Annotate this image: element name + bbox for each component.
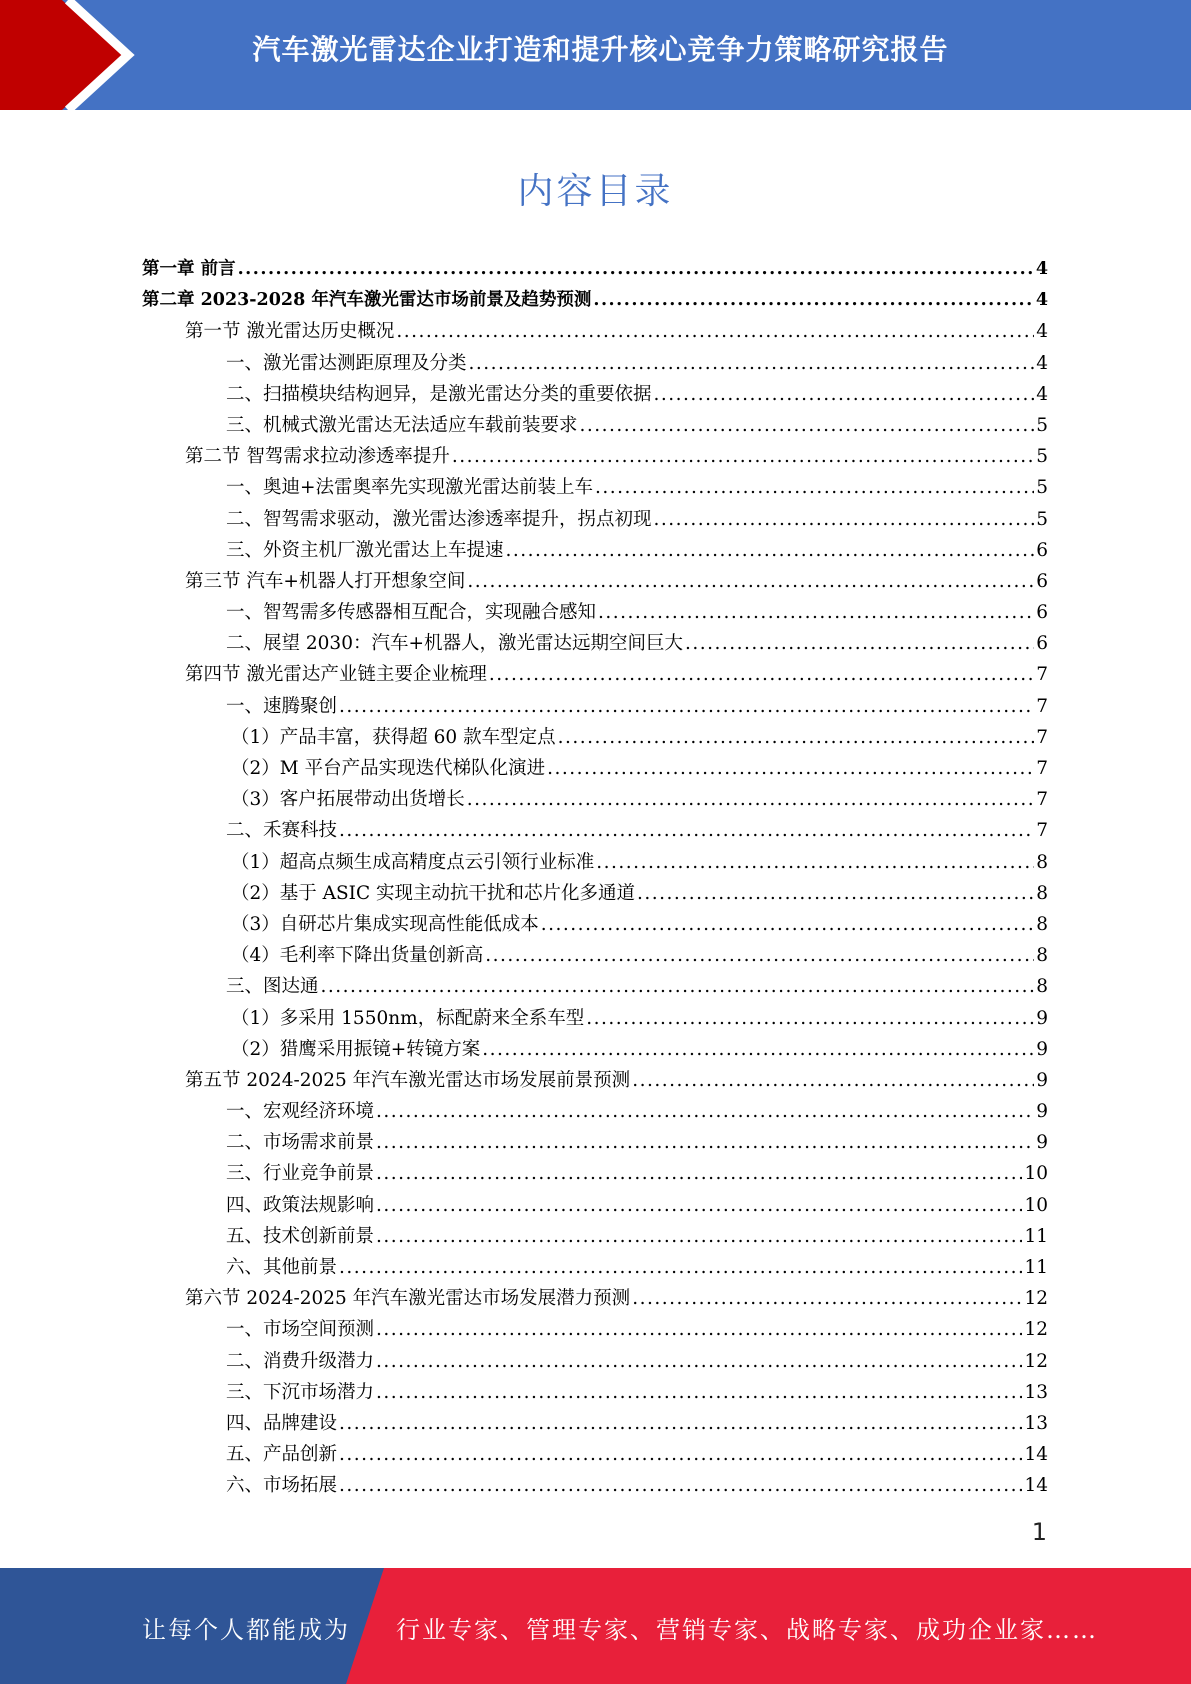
toc-entry[interactable]	[142, 348, 1048, 379]
toc-entry[interactable]	[142, 753, 1048, 784]
toc-entry-page: 12	[1024, 1350, 1048, 1372]
toc-entry-label: 四、政策法规影响	[226, 1194, 375, 1216]
toc-entry[interactable]	[142, 441, 1048, 472]
toc-leader-dots	[598, 597, 1034, 628]
toc-entry-label: （2）M 平台产品实现迭代梯队化演进	[231, 758, 546, 779]
toc-leader-dots	[238, 254, 1034, 285]
toc-entry[interactable]	[142, 1283, 1048, 1314]
toc-leader-dots	[485, 940, 1034, 971]
toc-entry-label: （1）多采用 1550nm，标配蔚来全系车型	[231, 1007, 585, 1029]
toc-leader-dots	[469, 348, 1035, 379]
toc-leader-dots	[376, 1346, 1022, 1377]
table-of-contents	[142, 254, 1048, 1502]
toc-entry-page: 6	[1036, 539, 1048, 561]
toc-entry-page: 8	[1036, 851, 1048, 873]
toc-entry[interactable]	[142, 285, 1048, 316]
toc-entry-label: 二、扫描模块结构迥异，是激光雷达分类的重要依据	[226, 383, 652, 405]
toc-entry[interactable]	[142, 597, 1048, 628]
toc-leader-dots	[339, 1470, 1022, 1501]
toc-entry-label: 二、消费升级潜力	[226, 1350, 375, 1372]
toc-entry-page: 10	[1024, 1194, 1048, 1216]
toc-entry[interactable]	[142, 784, 1048, 815]
toc-leader-dots	[541, 909, 1034, 940]
toc-entry-page: 9	[1036, 1007, 1048, 1029]
toc-entry-page: 8	[1036, 882, 1048, 904]
toc-leader-dots	[339, 691, 1034, 722]
toc-entry[interactable]	[142, 1408, 1048, 1439]
toc-entry-page: 6	[1036, 602, 1048, 624]
toc-entry[interactable]	[142, 316, 1048, 347]
toc-entry-label: 一、激光雷达测距原理及分类	[226, 352, 467, 374]
toc-entry-label: （1）产品丰富，获得超 60 款车型定点	[231, 726, 556, 748]
report-title: 汽车激光雷达企业打造和提升核心竞争力策略研究报告	[252, 33, 949, 66]
toc-entry-page: 6	[1036, 570, 1048, 592]
toc-entry-label: 三、图达通	[226, 976, 319, 998]
toc-entry-label: 第五节 2024-2025 年汽车激光雷达市场发展前景预测	[185, 1069, 631, 1091]
toc-entry[interactable]	[142, 659, 1048, 690]
toc-entry-label: 一、智驾需多传感器相互配合，实现融合感知	[226, 602, 597, 624]
toc-entry-page: 13	[1024, 1381, 1048, 1403]
toc-entry-label: 六、其他前景	[226, 1257, 338, 1278]
toc-entry-page: 4	[1036, 383, 1048, 405]
toc-entry-page: 9	[1036, 1069, 1048, 1091]
toc-entry-page: 11	[1024, 1225, 1048, 1247]
toc-entry[interactable]	[142, 410, 1048, 441]
toc-entry-label: 六、市场拓展	[226, 1475, 338, 1497]
toc-entry[interactable]	[142, 535, 1048, 566]
toc-leader-dots	[321, 971, 1035, 1002]
header-band	[0, 0, 1191, 110]
toc-heading: 内容目录	[517, 171, 674, 212]
toc-entry-label: 第二章 2023-2028 年汽车激光雷达市场前景及趋势预测	[142, 290, 592, 311]
toc-entry-label: 第二节 智驾需求拉动渗透率提升	[185, 446, 450, 468]
toc-entry-label: 第一节 激光雷达历史概况	[185, 321, 395, 343]
toc-entry-page: 7	[1036, 695, 1048, 717]
toc-entry-page: 4	[1035, 259, 1048, 279]
toc-entry-page: 6	[1036, 633, 1048, 655]
footer-band	[0, 1568, 1191, 1684]
toc-leader-dots	[376, 1158, 1022, 1189]
toc-entry[interactable]	[142, 815, 1048, 846]
toc-entry[interactable]	[142, 940, 1048, 971]
toc-entry-label: 三、外资主机厂激光雷达上车提速	[226, 539, 504, 561]
toc-entry[interactable]	[142, 691, 1048, 722]
toc-entry[interactable]	[142, 1377, 1048, 1408]
toc-leader-dots	[376, 1127, 1034, 1158]
toc-entry-page: 7	[1036, 820, 1048, 842]
toc-leader-dots	[467, 566, 1034, 597]
toc-entry[interactable]	[142, 1221, 1048, 1252]
toc-entry[interactable]	[142, 909, 1048, 940]
toc-leader-dots	[482, 1034, 1034, 1065]
toc-entry-page: 13	[1024, 1412, 1048, 1434]
toc-leader-dots	[586, 1003, 1034, 1034]
toc-entry-page: 12	[1024, 1288, 1048, 1310]
toc-entry[interactable]	[142, 254, 1048, 285]
footer-slogan-left: 让每个人都能成为	[142, 1616, 350, 1644]
toc-leader-dots	[396, 316, 1034, 347]
toc-entry-page: 7	[1036, 664, 1048, 686]
toc-entry-label: 三、下沉市场潜力	[226, 1381, 375, 1403]
toc-entry-page: 5	[1036, 414, 1048, 436]
toc-leader-dots	[654, 379, 1035, 410]
toc-entry-label: 第六节 2024-2025 年汽车激光雷达市场发展潜力预测	[185, 1288, 631, 1310]
toc-entry-page: 4	[1036, 352, 1048, 374]
toc-entry-page: 4	[1035, 290, 1048, 311]
toc-leader-dots	[376, 1314, 1022, 1345]
toc-entry-page: 8	[1036, 976, 1048, 998]
toc-leader-dots	[654, 504, 1035, 535]
toc-entry-label: 一、宏观经济环境	[226, 1101, 375, 1123]
page-number: 1	[1031, 1518, 1047, 1546]
toc-leader-dots	[339, 1439, 1022, 1470]
toc-entry[interactable]	[142, 878, 1048, 909]
toc-entry-page: 8	[1036, 945, 1048, 967]
toc-entry[interactable]	[142, 1439, 1048, 1470]
toc-entry-page: 7	[1036, 726, 1048, 748]
toc-entry-label: 第四节 激光雷达产业链主要企业梳理	[185, 664, 487, 686]
toc-entry[interactable]	[142, 1096, 1048, 1127]
toc-leader-dots	[596, 847, 1034, 878]
toc-entry-label: 一、奥迪+法雷奥率先实现激光雷达前装上车	[226, 477, 594, 499]
toc-entry[interactable]	[142, 504, 1048, 535]
toc-entry[interactable]	[142, 1034, 1048, 1065]
toc-entry[interactable]	[142, 971, 1048, 1002]
footer-slogan-right: 行业专家、管理专家、营销专家、战略专家、成功企业家……	[396, 1616, 1098, 1644]
toc-entry-page: 11	[1024, 1257, 1048, 1278]
toc-leader-dots	[376, 1190, 1022, 1221]
toc-entry-label: 二、智驾需求驱动，激光雷达渗透率提升，拐点初现	[226, 508, 652, 530]
toc-entry-page: 4	[1036, 321, 1048, 343]
toc-entry[interactable]	[142, 722, 1048, 753]
toc-entry-page: 5	[1036, 477, 1048, 499]
toc-entry-label: 二、市场需求前景	[226, 1132, 375, 1154]
toc-entry-page: 7	[1036, 789, 1048, 811]
toc-leader-dots	[467, 784, 1034, 815]
toc-leader-dots	[558, 722, 1035, 753]
toc-entry[interactable]	[142, 1127, 1048, 1158]
toc-entry[interactable]	[142, 1470, 1048, 1501]
toc-entry[interactable]	[142, 379, 1048, 410]
toc-entry-label: 五、产品创新	[226, 1444, 338, 1466]
toc-leader-dots	[506, 535, 1035, 566]
toc-entry-page: 9	[1036, 1101, 1048, 1123]
toc-leader-dots	[339, 1408, 1022, 1439]
toc-entry-page: 10	[1024, 1163, 1048, 1185]
toc-entry[interactable]	[142, 1346, 1048, 1377]
toc-entry[interactable]	[142, 1252, 1048, 1283]
toc-entry-page: 8	[1036, 913, 1048, 935]
toc-leader-dots	[632, 1065, 1034, 1096]
toc-entry-label: 五、技术创新前景	[226, 1225, 375, 1247]
toc-entry[interactable]	[142, 1314, 1048, 1345]
toc-entry-label: （4）毛利率下降出货量创新高	[231, 945, 484, 967]
toc-entry-label: 一、速腾聚创	[226, 695, 338, 717]
toc-entry-label: 第一章 前言	[142, 259, 236, 279]
toc-entry-label: 三、行业竞争前景	[226, 1163, 375, 1185]
toc-entry[interactable]	[142, 1065, 1048, 1096]
toc-entry-page: 7	[1036, 758, 1048, 779]
toc-entry-page: 9	[1036, 1038, 1048, 1060]
toc-entry[interactable]	[142, 628, 1048, 659]
toc-leader-dots	[489, 659, 1034, 690]
toc-leader-dots	[685, 628, 1034, 659]
toc-entry-label: （3）自研芯片集成实现高性能低成本	[231, 913, 539, 935]
toc-entry-page: 14	[1024, 1475, 1048, 1497]
toc-leader-dots	[580, 410, 1035, 441]
header-arrow-graphic	[0, 0, 160, 110]
toc-leader-dots	[595, 472, 1034, 503]
toc-leader-dots	[376, 1096, 1034, 1127]
toc-leader-dots	[339, 1252, 1022, 1283]
toc-entry[interactable]	[142, 566, 1048, 597]
toc-entry-label: 二、展望 2030：汽车+机器人，激光雷达远期空间巨大	[226, 633, 683, 655]
toc-entry-page: 12	[1024, 1319, 1048, 1341]
toc-leader-dots	[632, 1283, 1022, 1314]
toc-entry-label: 第三节 汽车+机器人打开想象空间	[185, 570, 466, 592]
toc-entry-label: 四、品牌建设	[226, 1412, 338, 1434]
toc-entry-label: 一、市场空间预测	[226, 1319, 375, 1341]
toc-entry-label: 三、机械式激光雷达无法适应车载前装要求	[226, 414, 578, 436]
toc-leader-dots	[593, 285, 1033, 316]
toc-entry[interactable]	[142, 472, 1048, 503]
toc-entry-page: 9	[1036, 1132, 1048, 1154]
toc-entry-label: （3）客户拓展带动出货增长	[231, 789, 465, 811]
toc-entry-label: （1）超高点频生成高精度点云引领行业标准	[231, 851, 595, 873]
toc-leader-dots	[376, 1377, 1022, 1408]
toc-leader-dots	[339, 815, 1034, 846]
toc-leader-dots	[452, 441, 1034, 472]
toc-entry-label: （2）猎鹰采用振镜+转镜方案	[231, 1038, 481, 1060]
toc-entry[interactable]	[142, 1158, 1048, 1189]
toc-entry[interactable]	[142, 1190, 1048, 1221]
toc-entry-page: 5	[1036, 446, 1048, 468]
toc-leader-dots	[376, 1221, 1022, 1252]
toc-leader-dots	[547, 753, 1034, 784]
toc-leader-dots	[637, 878, 1034, 909]
toc-entry-page: 5	[1036, 508, 1048, 530]
toc-entry[interactable]	[142, 1003, 1048, 1034]
toc-entry-page: 14	[1024, 1444, 1048, 1466]
toc-entry-label: 二、禾赛科技	[226, 820, 338, 842]
toc-entry[interactable]	[142, 847, 1048, 878]
toc-entry-label: （2）基于 ASIC 实现主动抗干扰和芯片化多通道	[231, 882, 636, 904]
